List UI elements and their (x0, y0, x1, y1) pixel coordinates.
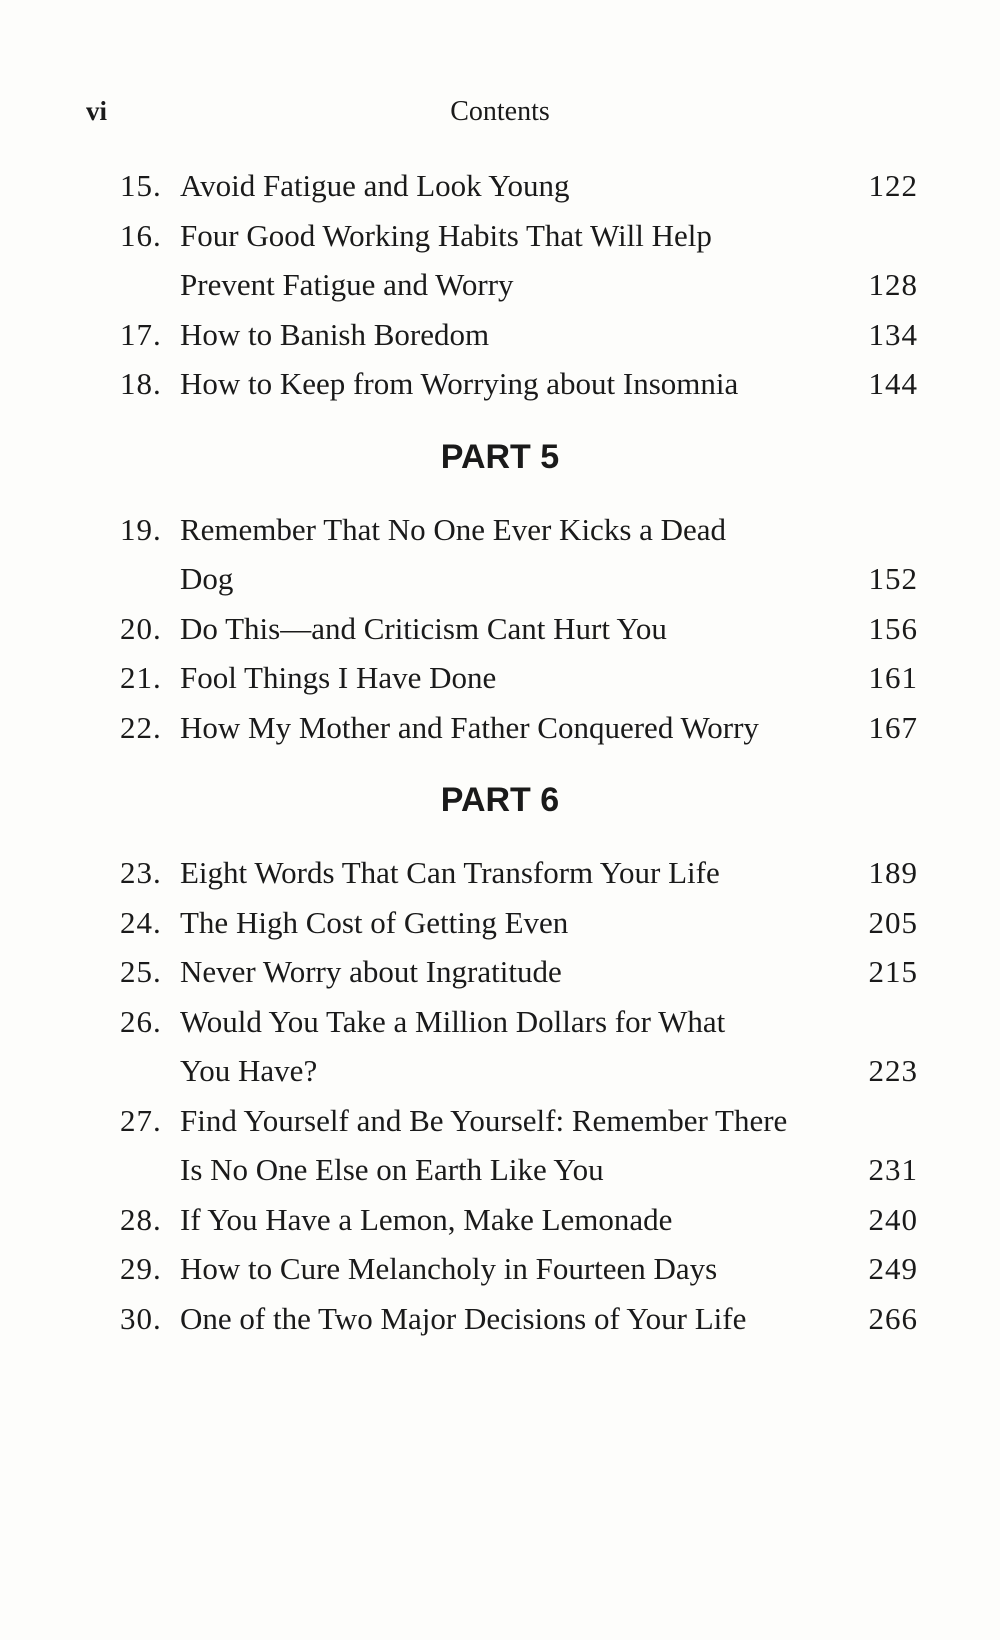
toc-entry-line (0, 855, 1000, 907)
page-number: vi (86, 96, 108, 126)
chapter-number: 18. (120, 366, 162, 401)
page-reference: 156 (868, 610, 918, 646)
toc-entry-line (0, 512, 1000, 564)
chapter-number: 25. (120, 954, 162, 989)
page-reference: 249 (868, 1251, 918, 1286)
chapter-number: 23. (120, 855, 162, 890)
page-reference: 215 (868, 954, 918, 989)
chapter-title: Avoid Fatigue and Look Young (180, 168, 570, 203)
chapter-title: The High Cost of Getting Even (180, 904, 569, 940)
toc-entry-line (0, 1103, 1000, 1155)
toc-entry-line (0, 905, 1000, 957)
chapter-title: Is No One Else on Earth Like You (180, 1152, 604, 1187)
chapter-number: 15. (120, 168, 162, 203)
chapter-title: Would You Take a Million Dollars for What (180, 1003, 726, 1039)
page-reference: 167 (868, 709, 918, 745)
toc-entry-line (0, 218, 1000, 270)
part-heading: PART 5 (440, 437, 560, 476)
chapter-number: 27. (120, 1102, 162, 1138)
chapter-title: One of the Two Major Decisions of Your Life (180, 1300, 747, 1336)
toc-entry-line (0, 1004, 1000, 1056)
toc-entry-line (0, 1053, 1000, 1105)
chapter-number: 17. (120, 316, 162, 352)
chapter-title: How My Mother and Father Conquered Worry (180, 709, 759, 745)
page-reference: 189 (868, 855, 918, 890)
toc-entry-line (0, 317, 1000, 369)
chapter-title: Prevent Fatigue and Worry (180, 267, 514, 302)
chapter-number: 16. (120, 217, 162, 253)
page-reference: 231 (868, 1152, 918, 1187)
chapter-title: If You Have a Lemon, Make Lemonade (180, 1201, 673, 1237)
toc-entry-line (0, 1202, 1000, 1254)
page-reference: 223 (868, 1053, 918, 1088)
page-reference: 240 (868, 1201, 918, 1237)
page-reference: 128 (868, 267, 918, 302)
toc-entry-line (0, 611, 1000, 663)
toc-entry-line (0, 267, 1000, 319)
chapter-title: How to Cure Melancholy in Fourteen Days (180, 1251, 718, 1286)
chapter-title: Fool Things I Have Done (180, 660, 497, 695)
chapter-title: Remember That No One Ever Kicks a Dead (180, 511, 727, 547)
chapter-title: How to Keep from Worrying about Insomnia (180, 366, 739, 401)
chapter-number: 30. (120, 1300, 162, 1336)
chapter-number: 21. (120, 660, 162, 695)
page-reference: 161 (868, 660, 918, 695)
toc-entry-line (0, 1152, 1000, 1204)
page-reference: 144 (868, 366, 918, 401)
toc-entry-line (0, 954, 1000, 1006)
toc-entry-line (0, 561, 1000, 613)
toc-entry-line (0, 168, 1000, 220)
toc-entry-line (0, 1251, 1000, 1303)
page-reference: 134 (868, 316, 918, 352)
chapter-number: 28. (120, 1201, 162, 1237)
chapter-number: 24. (120, 904, 162, 940)
page-reference: 266 (868, 1300, 918, 1336)
chapter-title: Dog (180, 561, 234, 596)
chapter-title: How to Banish Boredom (180, 316, 490, 352)
chapter-title: Eight Words That Can Transform Your Life (180, 855, 720, 890)
page-reference: 122 (868, 168, 918, 203)
chapter-title: You Have? (180, 1053, 318, 1088)
toc-entry-line (0, 660, 1000, 712)
part-heading: PART 6 (440, 781, 560, 819)
page-reference: 205 (868, 904, 918, 940)
chapter-title: Four Good Working Habits That Will Help (180, 217, 712, 253)
toc-entry-line (0, 366, 1000, 418)
running-head: Contents (450, 96, 550, 127)
chapter-number: 29. (120, 1251, 162, 1286)
chapter-title: Do This—and Criticism Cant Hurt You (180, 610, 667, 646)
chapter-number: 22. (120, 709, 162, 745)
toc-entry-line (0, 1301, 1000, 1353)
chapter-title: Find Yourself and Be Yourself: Remember There (180, 1102, 788, 1138)
chapter-number: 20. (120, 610, 162, 646)
chapter-number: 26. (120, 1003, 162, 1039)
chapter-number: 19. (120, 511, 162, 547)
chapter-title: Never Worry about Ingratitude (180, 954, 562, 989)
toc-entry-line (0, 710, 1000, 762)
page-reference: 152 (868, 561, 918, 596)
